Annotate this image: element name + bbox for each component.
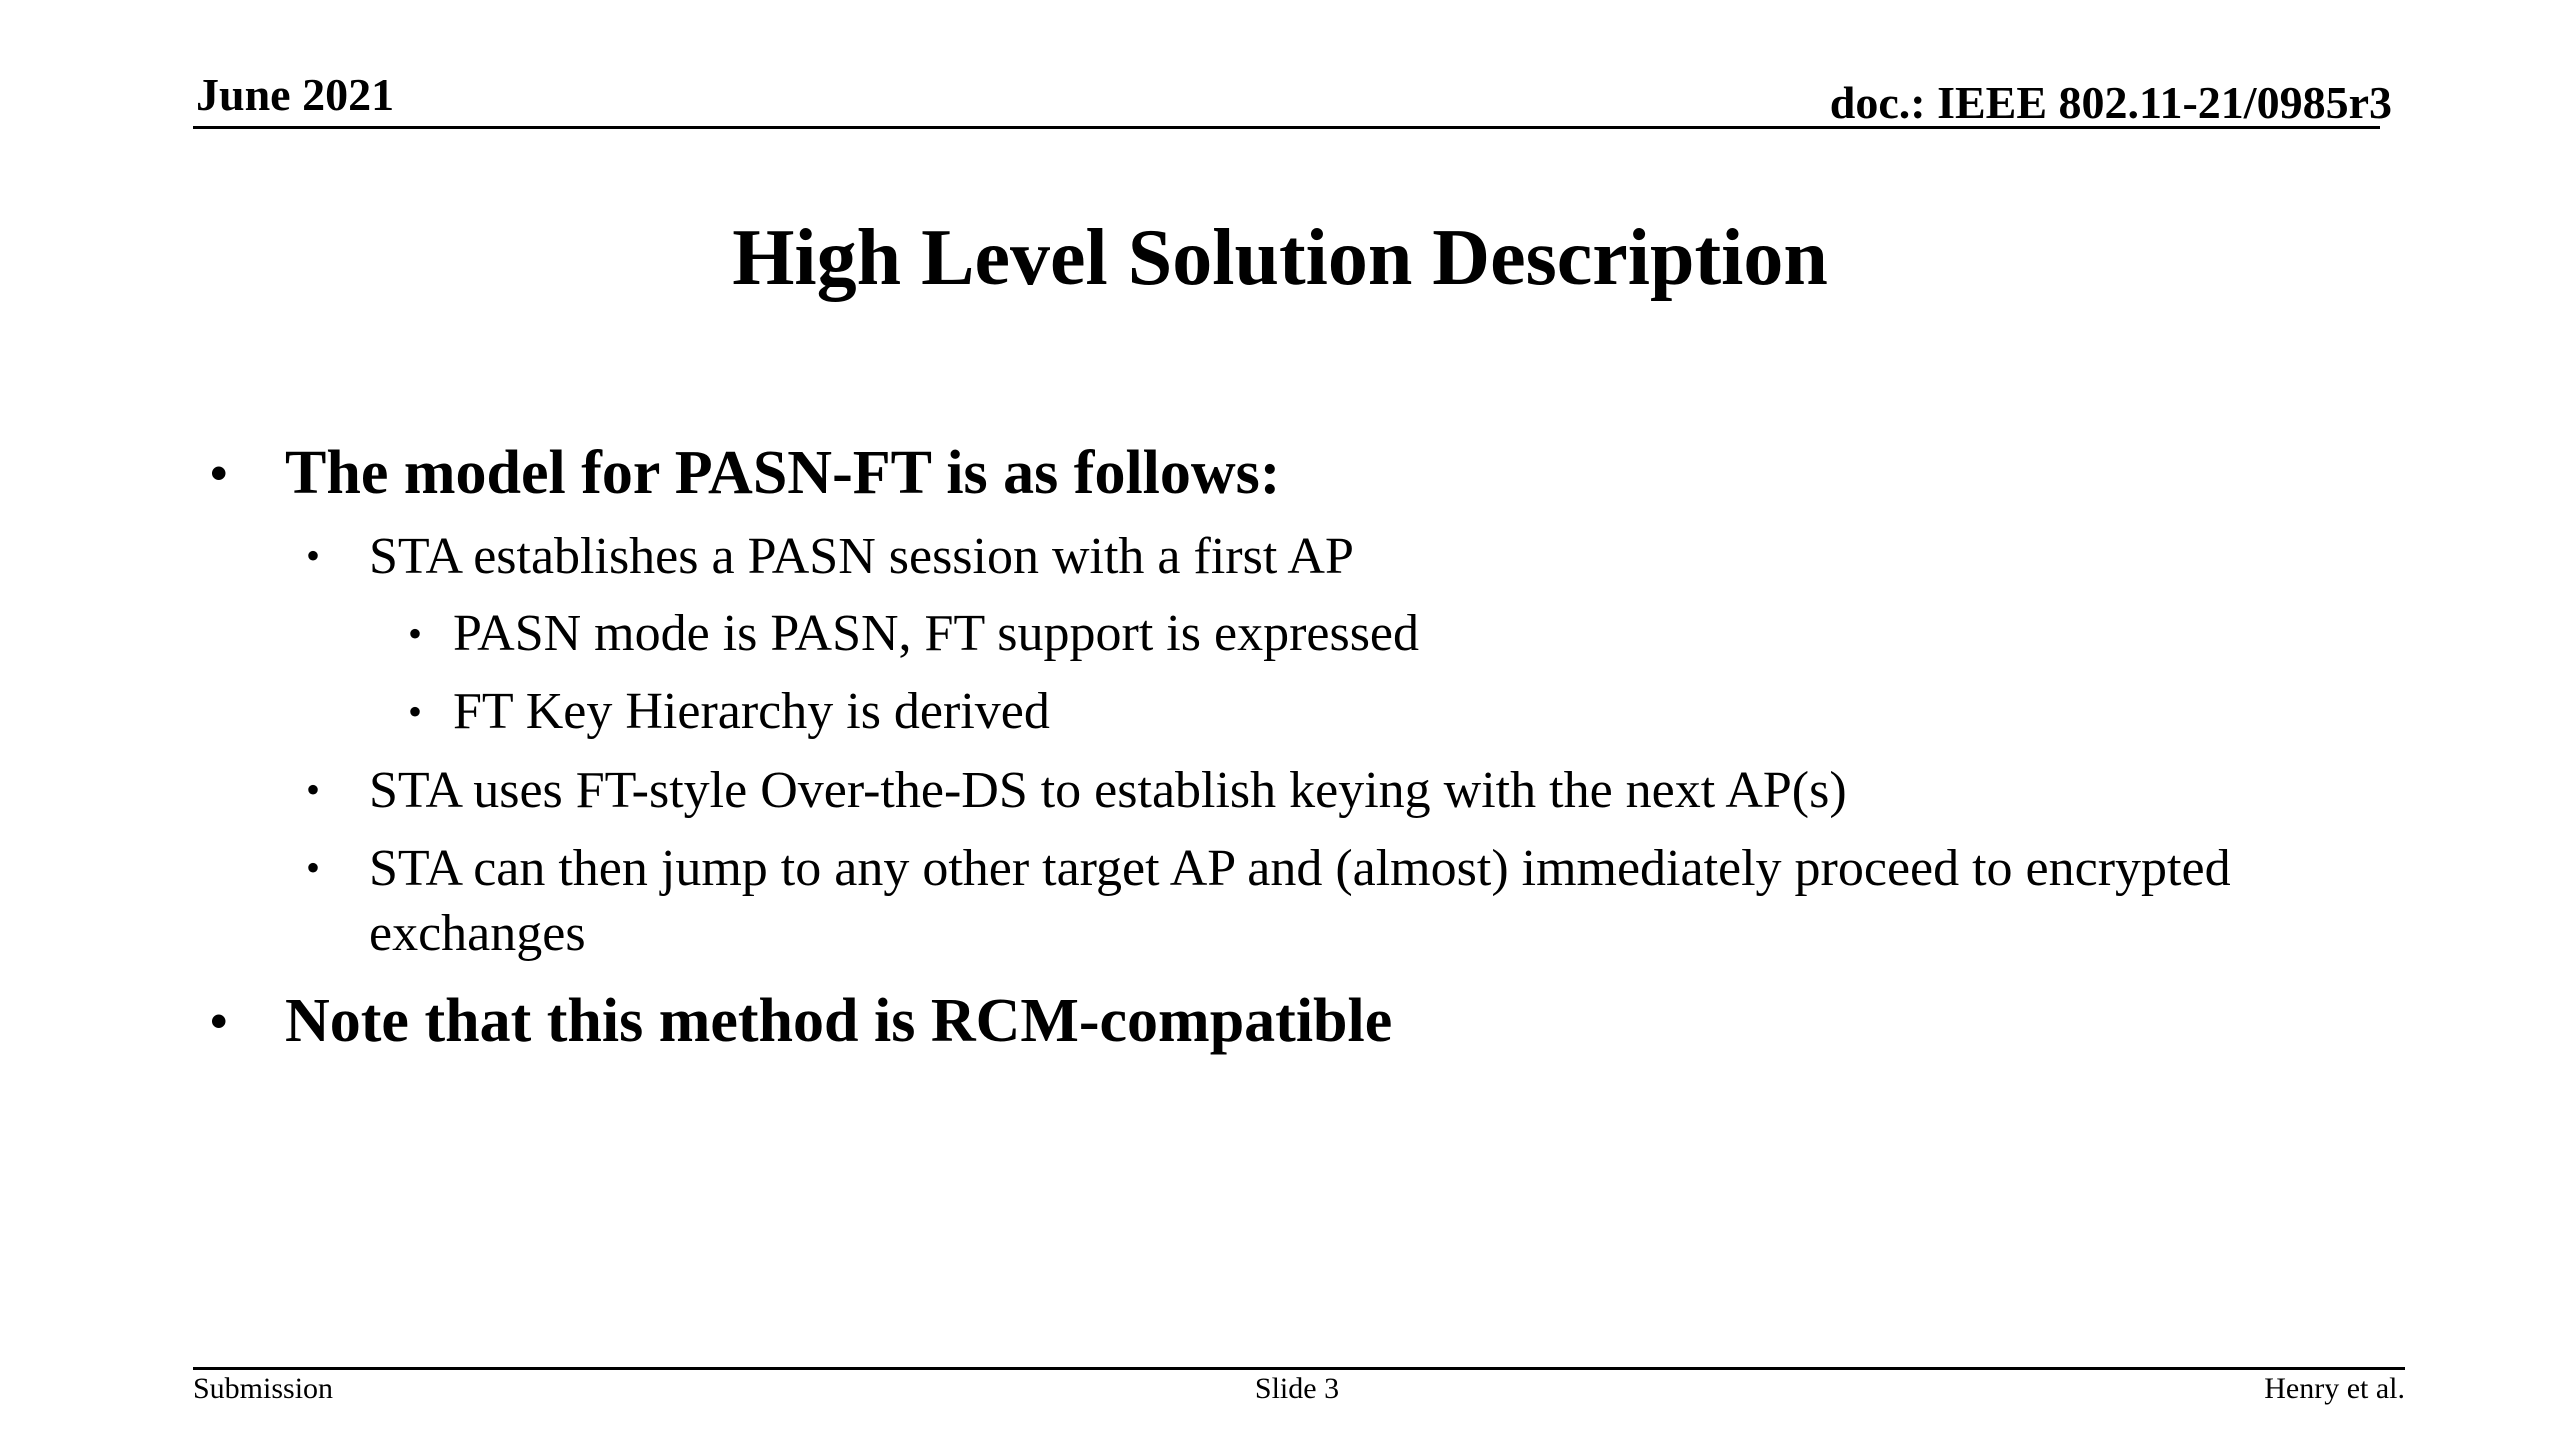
bullet-marker: • xyxy=(408,689,423,734)
footer-authors: Henry et al. xyxy=(2264,1372,2405,1405)
bullet-marker: • xyxy=(306,533,321,578)
bullet-text: Note that this method is RCM-compatible xyxy=(285,987,1393,1055)
bullet-marker: • xyxy=(210,445,228,501)
slide-title: High Level Solution Description xyxy=(732,214,1828,302)
header-date: June 2021 xyxy=(196,69,395,120)
bullet-marker: • xyxy=(408,611,423,656)
bullet-text: STA can then jump to any other target AP and (almost) immediately proceed to encrypted exchanges xyxy=(369,840,2231,962)
bullet-text: STA establishes a PASN session with a first AP xyxy=(369,528,1354,585)
bullet-text: PASN mode is PASN, FT support is expressed xyxy=(453,605,1420,662)
header-divider xyxy=(193,126,2380,129)
footer-submission: Submission xyxy=(193,1372,334,1405)
bullet-marker: • xyxy=(306,767,321,812)
bullet-text: FT Key Hierarchy is derived xyxy=(453,683,1050,740)
footer-divider xyxy=(193,1367,2405,1370)
header-doc-id: doc.: IEEE 802.11-21/0985r3 xyxy=(1829,77,2392,128)
footer-slide-number: Slide 3 xyxy=(1254,1372,1340,1405)
bullet-marker: • xyxy=(210,993,228,1049)
bullet-marker: • xyxy=(306,845,321,890)
bullet-text: The model for PASN-FT is as follows: xyxy=(285,439,1281,507)
bullet-text: STA uses FT-style Over-the-DS to establish keying with the next AP(s) xyxy=(369,762,1847,819)
